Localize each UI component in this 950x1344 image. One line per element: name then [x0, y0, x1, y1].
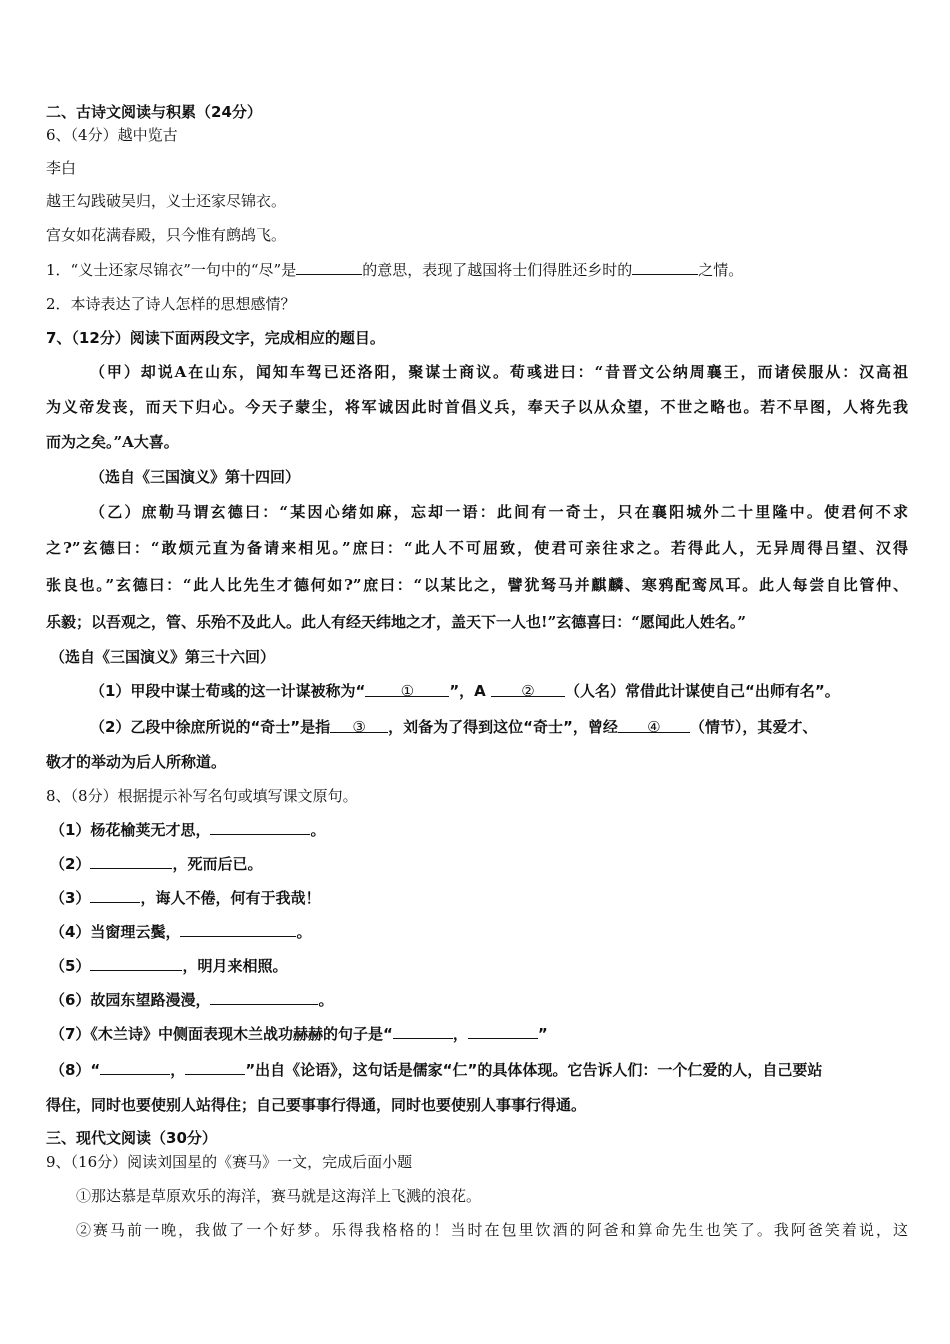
passage-paragraph: ①那达慕是草原欢乐的海洋，赛马就是这海洋上飞溅的浪花。 — [76, 1187, 482, 1205]
passage-paragraph: ②赛马前一晚，我做了一个好梦。乐得我格格的！当时在包里饮酒的阿爸和算命先生也笑了。我阿爸笑着说，这 — [76, 1221, 908, 1239]
fill-item-cont: 得住，同时也要使别人站得住；自己要事事行得通，同时也要使别人事事行得通。 — [46, 1096, 587, 1114]
question-7-sub1: （1）甲段中谋士荀彧的这一计谋被称为“ ① ”，A ② （人名）常借此计谋使自己“出师有名”。 — [90, 682, 840, 700]
answer-blank[interactable] — [632, 258, 698, 275]
question-6-sub1: 1．“义士还家尽锦衣”一句中的“尽”是 的意思，表现了越国将士们得胜还乡时的 之情。 — [46, 258, 910, 281]
passage-yi-line: 乐毅；以吾观之，管、乐殆不及此人。此人有经天纬地之才，盖天下一人也!”玄德喜曰：“愿闻此人姓名。” — [46, 613, 746, 631]
answer-blank[interactable] — [296, 258, 362, 275]
fill-item: （6）故园东望路漫漫， 。 — [50, 988, 910, 1011]
passage-yi-line: 之?”玄德曰：“敢烦元直为备请来相见。”庶曰：“此人不可屈致，使君可亲往求之。若得此人，无异周得吕望、汉得 — [46, 539, 908, 557]
answer-blank[interactable]: ④ — [618, 716, 690, 733]
answer-blank[interactable] — [210, 988, 318, 1005]
question-7-sub2-cont: 敬才的举动为后人所称道。 — [46, 753, 227, 771]
answer-blank[interactable]: ③ — [330, 716, 388, 733]
answer-blank[interactable] — [393, 1022, 453, 1039]
question-9-title: 9、（16分）阅读刘国星的《赛马》一文，完成后面小题 — [46, 1153, 413, 1171]
fill-item: （1）杨花榆荚无才思， 。 — [50, 818, 910, 841]
question-7-title: 7、（12分）阅读下面两段文字，完成相应的题目。 — [46, 329, 385, 347]
answer-blank[interactable] — [100, 1058, 170, 1075]
answer-blank[interactable] — [90, 886, 140, 903]
question-6-sub2: 2．本诗表达了诗人怎样的思想感情？ — [46, 295, 296, 313]
fill-item: （5） ，明月来相照。 — [50, 954, 910, 977]
passage-yi-line: 张良也。”玄德曰：“此人比先生才德何如?”庶曰：“以某比之，譬犹驽马并麒麟、寒鸦配鸾凤耳。此人每尝自比管仲、 — [46, 576, 908, 594]
question-8-title: 8、（8分）根据提示补写名句或填写课文原句。 — [46, 787, 358, 805]
passage-source: （选自《三国演义》第三十六回） — [50, 648, 276, 666]
answer-blank[interactable] — [180, 920, 296, 937]
answer-blank[interactable] — [90, 954, 182, 971]
passage-yi-line: （乙）庶勒马谓玄德曰：“某因心绪如麻，忘却一语：此间有一奇士，只在襄阳城外二十里隆中。使君何不求 — [90, 503, 908, 521]
poem-line: 宫女如花满春殿，只今惟有鹧鸪飞。 — [46, 226, 287, 244]
passage-jia-line: （甲）却说A在山东，闻知车驾已还洛阳，聚谋士商议。荀彧进曰：“昔晋文公纳周襄王，而诸侯服从：汉高祖 — [90, 363, 908, 381]
poem-author: 李白 — [46, 159, 77, 177]
fill-item: （3） ，诲人不倦，何有于我哉！ — [50, 886, 910, 909]
answer-blank[interactable] — [185, 1058, 245, 1075]
answer-blank[interactable] — [468, 1022, 538, 1039]
fill-item: （2） ，死而后已。 — [50, 852, 910, 875]
answer-blank[interactable] — [90, 852, 172, 869]
fill-item: （4）当窗理云鬓， 。 — [50, 920, 910, 943]
question-6-title: 6、（4分）越中览古 — [46, 126, 178, 144]
answer-blank[interactable] — [210, 818, 310, 835]
passage-jia-line: 而为之矣。”A大喜。 — [46, 433, 179, 451]
section-heading: 二、古诗文阅读与积累（24分） — [46, 103, 262, 121]
fill-item: （7）《木兰诗》中侧面表现木兰战功赫赫的句子是“ ， ” — [50, 1022, 910, 1045]
fill-item: （8）“ ， ”出自《论语》，这句话是儒家“仁”的具体体现。它告诉人们：一个仁爱的人，自己要站 — [50, 1058, 910, 1081]
passage-source: （选自《三国演义》第十四回） — [90, 468, 301, 486]
question-7-sub2: （2）乙段中徐庶所说的“奇士”是指 ③ ，刘备为了得到这位“奇士”，曾经 ④ （情节），其爱才、 — [90, 718, 818, 736]
answer-blank[interactable]: ① — [365, 680, 449, 697]
passage-jia-line: 为义帝发丧，而天下归心。今天子蒙尘，将军诚因此时首倡义兵，奉天子以从众望，不世之略也。若不早图，人将先我 — [46, 398, 908, 416]
answer-blank[interactable]: ② — [491, 680, 565, 697]
section-heading: 三、现代文阅读（30分） — [46, 1129, 217, 1147]
poem-line: 越王勾践破吴归，义士还家尽锦衣。 — [46, 192, 287, 210]
